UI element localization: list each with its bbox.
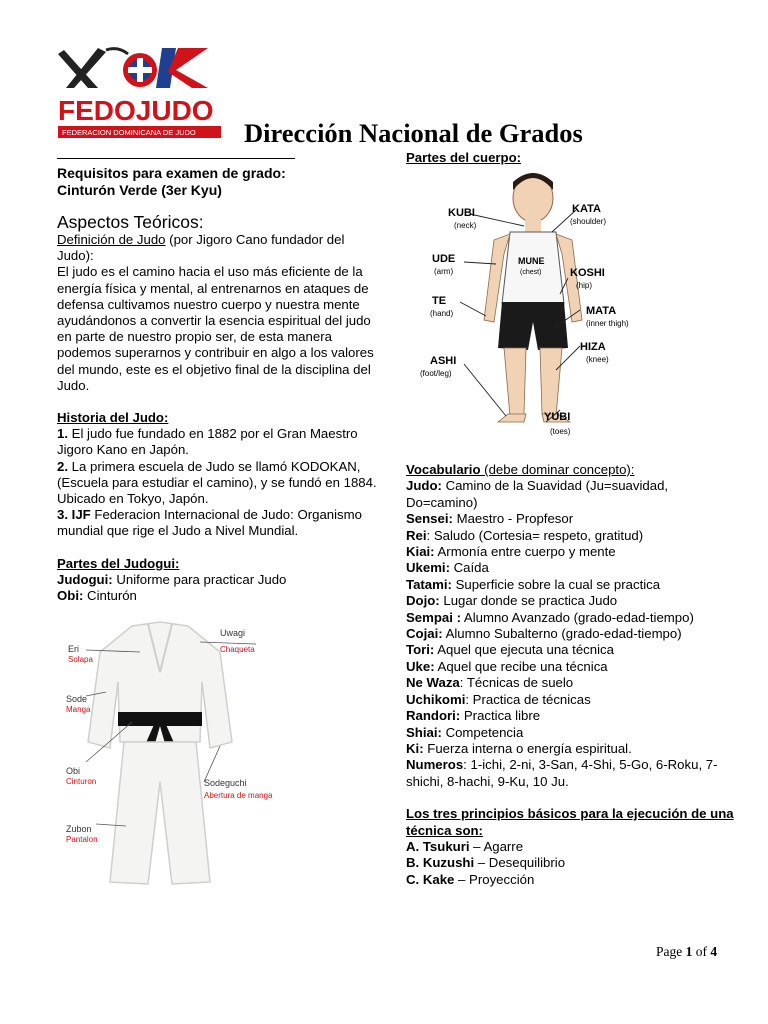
svg-text:TE: TE <box>432 295 447 307</box>
definicion-text: El judo es el camino hacia el uso más eficiente de la energía física y mental, al entrenarnos en ataques de defensa cultivamos nuestro cuerpo y nuestra mente ayudándonos a convertir la esencia espiritual del judo en parte de nuestro propio ser, de esta manera podemos superarnos y contribuir en algo a los valores del mundo, este es el objetivo final de la disciplina del Judo. <box>57 264 374 393</box>
historia-heading: Historia del Judo: <box>57 410 169 426</box>
vocab-item-term: Judo: <box>406 478 442 494</box>
vocab-item-definition: : Practica de técnicas <box>465 691 591 707</box>
cuerpo-heading: Partes del cuerpo: <box>406 150 522 165</box>
judogi-graphic <box>60 612 273 902</box>
svg-text:(hip): (hip) <box>576 281 593 290</box>
vocabulario-list <box>406 478 738 790</box>
svg-text:(hand): (hand) <box>430 309 454 318</box>
page-title: Dirección Nacional de Grados <box>244 118 583 148</box>
svg-text:KATA: KATA <box>572 203 601 215</box>
definicion-note: (por Jigoro Cano fundador del Judo): <box>57 232 345 264</box>
svg-text:Cinturon: Cinturon <box>66 777 97 786</box>
vocab-item-definition: : 1-ichi, 2-ni, 3-San, 4-Shi, 5-Go, 6-Roku, 7-shichi, 8-hachi, 9-Ku, 10 Ju. <box>406 757 718 789</box>
svg-text:FEDOJUDO: FEDOJUDO <box>58 95 214 126</box>
judogui-item-judogui: Judogui: Uniforme para practicar Judo <box>57 571 287 587</box>
vocab-item-definition: Caída <box>449 560 489 576</box>
vocab-item-definition: Competencia <box>441 724 524 740</box>
svg-text:UDE: UDE <box>432 253 456 265</box>
vocab-item <box>406 478 738 511</box>
body-parts-illustration <box>420 170 650 440</box>
vocab-item <box>406 725 738 741</box>
historia-item-3: 3. IJF Federacion Internacional de Judo: Organismo mundial que rige el Judo a Nivel Mundial. <box>57 507 362 539</box>
vocab-item-term: Sensei: <box>406 511 453 527</box>
vocab-item <box>406 593 738 609</box>
principio-item-term: B. Kuzushi <box>406 855 475 871</box>
svg-text:FEDERACION DOMINICANA DE JUDO: FEDERACION DOMINICANA DE JUDO <box>62 128 196 137</box>
svg-text:(foot/leg): (foot/leg) <box>420 369 452 378</box>
vocab-item-term: Randori: <box>406 708 461 724</box>
vocab-item-definition: Armonía entre cuerpo y mente <box>434 544 616 560</box>
principio-item <box>406 855 738 871</box>
vocab-item-definition: Superficie sobre la cual se practica <box>451 576 661 592</box>
principio-item <box>406 839 738 855</box>
vocab-item <box>406 511 738 527</box>
svg-text:HIZA: HIZA <box>580 341 606 353</box>
vocab-item-definition: Alumno Subalterno (grado-edad-tiempo) <box>442 626 682 642</box>
page-footer: Page 1 of 4 <box>656 944 718 959</box>
svg-text:Uwagi: Uwagi <box>220 628 246 638</box>
vocab-item-term: Numeros <box>406 757 464 773</box>
fedojudo-logo-graphic <box>58 44 228 144</box>
svg-text:(shoulder): (shoulder) <box>570 217 607 226</box>
svg-text:(arm): (arm) <box>434 267 454 276</box>
right-column <box>406 150 738 166</box>
judogui-heading: Partes del Judogui: <box>57 555 180 571</box>
vocab-item-term: Ki: <box>406 740 424 756</box>
left-column <box>57 158 382 604</box>
vocab-item-definition: Aquel que ejecuta una técnica <box>434 642 614 658</box>
vocab-item-term: Sempai : <box>406 609 461 625</box>
vocab-item <box>406 610 738 626</box>
definicion-heading <box>57 232 382 264</box>
svg-text:Solapa: Solapa <box>68 655 93 664</box>
vocab-item-definition: Fuerza interna o energía espiritual. <box>423 740 632 756</box>
vocab-item-term: Uke: <box>406 658 435 674</box>
definicion-title: Definición de Judo <box>57 232 166 247</box>
svg-text:(chest): (chest) <box>520 269 542 276</box>
svg-text:Manga: Manga <box>66 705 91 714</box>
svg-text:(knee): (knee) <box>586 355 609 364</box>
vocab-item-term: Dojo: <box>406 593 440 609</box>
vocab-item <box>406 708 738 724</box>
principio-item-definition: – Proyección <box>454 871 535 887</box>
vocab-item <box>406 528 738 544</box>
principio-item-term: C. Kake <box>406 871 455 887</box>
requirements-line-2: Cinturón Verde (3er Kyu) <box>57 182 222 198</box>
fedojudo-logo <box>58 44 228 144</box>
vocab-item-definition: Camino de la Suavidad (Ju=suavidad, Do=camino) <box>406 478 669 510</box>
svg-text:Chaqueta: Chaqueta <box>220 645 255 654</box>
principios-list <box>406 839 738 888</box>
vocab-item-term: Rei <box>406 527 427 543</box>
svg-text:Eri: Eri <box>68 644 79 654</box>
svg-text:Obi: Obi <box>66 766 81 776</box>
aspectos-heading: Aspectos Teóricos: <box>57 212 204 232</box>
vocab-item <box>406 544 738 560</box>
historia-item-2: 2. La primera escuela de Judo se llamó KODOKAN, (Escuela para estudiar el camino), y se fundó en 1884. Ubicado en Tokyo, Japón. <box>57 458 377 507</box>
vocabulario-heading: Vocabulario (debe dominar concepto): <box>406 462 635 477</box>
svg-text:KUBI: KUBI <box>448 207 475 219</box>
svg-text:(inner thigh): (inner thigh) <box>586 319 629 328</box>
vocab-item <box>406 642 738 658</box>
vocab-item-term: Kiai: <box>406 544 435 560</box>
vocabulario-section <box>406 462 738 888</box>
principio-item <box>406 872 738 888</box>
vocab-item <box>406 675 738 691</box>
principios-heading: Los tres principios básicos para la ejecución de una técnica son: <box>406 806 734 838</box>
judogui-item-obi: Obi: Cinturón <box>57 588 137 604</box>
vocab-item-term: Tatami: <box>406 576 452 592</box>
vocab-item-definition: Aquel que recibe una técnica <box>434 658 608 674</box>
vocab-item-definition: : Saludo (Cortesia= respeto, gratitud) <box>426 527 644 543</box>
vocab-item-term: Uchikomi <box>406 691 466 707</box>
requirements-line-1: Requisitos para examen de grado: <box>57 165 286 181</box>
vocab-item <box>406 659 738 675</box>
vocab-item-definition: Practica libre <box>460 708 541 724</box>
svg-text:Pantalon: Pantalon <box>66 835 98 844</box>
vocab-item-definition: Maestro - Propfesor <box>452 511 574 527</box>
vocab-item-term: Cojai: <box>406 626 443 642</box>
principio-item-definition: – Agarre <box>469 838 524 854</box>
svg-text:Abertura de manga: Abertura de manga <box>204 791 273 800</box>
svg-text:MATA: MATA <box>586 305 617 317</box>
svg-text:KOSHI: KOSHI <box>570 267 605 279</box>
svg-text:(neck): (neck) <box>454 221 477 230</box>
vocab-item <box>406 741 738 757</box>
historia-item-1: 1. El judo fue fundado en 1882 por el Gran Maestro Jigoro Kano en Japón. <box>57 426 358 458</box>
svg-text:MUNE: MUNE <box>518 256 545 266</box>
vocab-item <box>406 577 738 593</box>
vocab-item <box>406 692 738 708</box>
svg-text:(toes): (toes) <box>550 427 571 436</box>
svg-text:Sode: Sode <box>66 694 88 704</box>
vocab-item-term: Ne Waza <box>406 675 460 691</box>
divider <box>57 158 295 159</box>
vocab-item <box>406 560 738 576</box>
vocab-item-definition: Lugar donde se practica Judo <box>439 593 618 609</box>
principio-item-definition: – Desequilibrio <box>474 855 566 871</box>
vocab-item <box>406 757 738 790</box>
vocab-item <box>406 626 738 642</box>
svg-text:Sodeguchi: Sodeguchi <box>204 778 247 788</box>
vocab-item-term: Tori: <box>406 642 435 658</box>
judogi-illustration <box>60 612 273 902</box>
principio-item-term: A. Tsukuri <box>406 838 470 854</box>
vocab-item-term: Shiai: <box>406 724 442 740</box>
vocab-item-definition: : Técnicas de suelo <box>459 675 574 691</box>
body-parts-graphic <box>420 170 650 440</box>
svg-text:YUBI: YUBI <box>544 411 571 423</box>
svg-text:Zubon: Zubon <box>66 824 92 834</box>
vocab-item-term: Ukemi: <box>406 560 450 576</box>
svg-text:ASHI: ASHI <box>430 355 457 367</box>
vocab-item-definition: Alumno Avanzado (grado-edad-tiempo) <box>460 609 694 625</box>
